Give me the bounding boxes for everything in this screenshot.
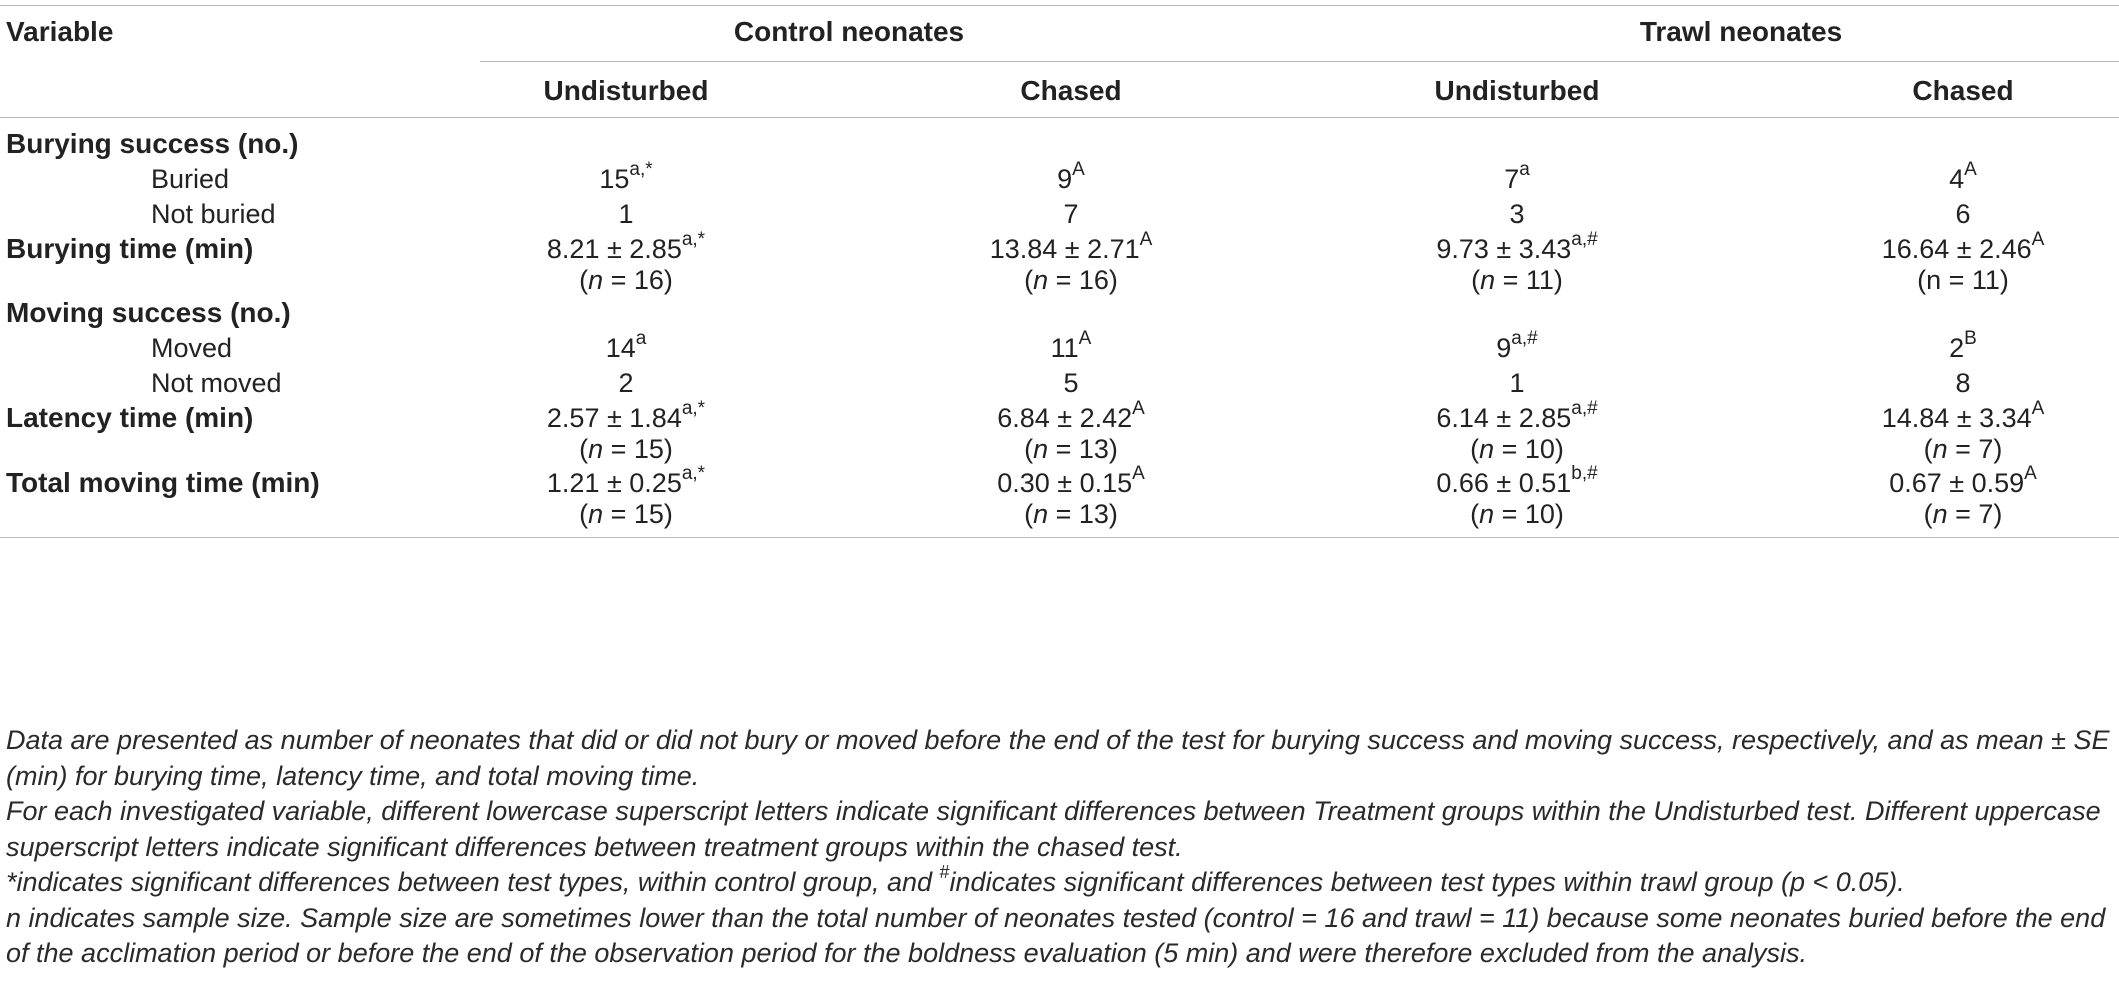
table-cell: $13.84 \pm 2.71^A$ [989,229,1153,264]
sample-size: (n = 10) [1470,499,1564,529]
table-cell: $14.84 \pm 3.34^A$ [1881,398,2045,433]
table-cell: 7$^a$ [1504,159,1530,194]
row-burying-success: Burying success (no.) [6,128,299,159]
row-total-moving-time-label: Total moving time (min) [6,467,320,498]
sample-size: (n = 11) [1917,265,2009,295]
table-cell: $1.21 \pm 0.25^{a,*}$ [546,463,706,498]
table-cell: $0.66 \pm 0.51^{b,\#}$ [1436,463,1598,498]
header-trawl-undisturbed: Undisturbed [1434,75,1600,106]
table-cell: 3 [1509,199,1525,229]
table-cell: $2.57 \pm 1.84^{a,*}$ [546,398,706,433]
row-buried-label: Buried [151,164,230,194]
table-footnotes [6,723,2112,972]
footnote-sample-size: n indicates sample size. Sample size are sometimes lower than the total number of neonates tested (control = 16 and trawl = 11) because some neonates buried before the end of the acclimation period or before the end of the observation period for the boldness evaluation (5 min) and were therefore excluded from the analysis. [6,902,2106,968]
bottom-rule [0,537,2119,538]
table-cell: $8.21 \pm 2.85^{a,*}$ [546,229,706,264]
table-cell: $4^A$ [1949,159,1977,194]
footnote-superscripts: For each investigated variable, different lowercase superscript letters indicate significant differences between Treatment groups within the Undisturbed test. Different uppercase superscript letters indicate significant differences between treatment groups within the chased test. [6,796,2101,862]
group-rule [480,61,2119,62]
footnote-significance: *indicates significant differences between test types, within control group, and #indicates significant differences between test types within trawl group (p < 0.05). [6,862,1905,897]
sample-size: (n = 15) [579,434,673,464]
sample-size: (n = 15) [579,499,673,529]
table-cell: $16.64 \pm 2.46^A$ [1881,229,2045,264]
sample-size: (n = 10) [1470,434,1564,464]
header-trawl-group: Trawl neonates [1639,16,1843,47]
table-cell: $15^{a,*}$ [599,159,653,194]
table-cell: 14$^a$ [605,328,647,363]
sample-size: (n = 16) [579,265,673,295]
table-cell: $6.14 \pm 2.85^{a,\#}$ [1436,398,1598,433]
table-cell: 5 [1063,368,1079,398]
sample-size: (n = 13) [1024,499,1118,529]
table-cell: $11^A$ [1050,328,1092,363]
row-moved-label: Moved [151,333,233,363]
top-rule [0,5,2119,6]
row-latency-time-label: Latency time (min) [6,402,254,433]
row-moving-success: Moving success (no.) [6,297,291,328]
header-control-chased: Chased [1020,75,1122,106]
table-cell: $9^A$ [1057,159,1085,194]
sample-size: (n = 11) [1471,265,1563,295]
row-not-moved-label: Not moved [151,368,282,398]
table-cell: 8 [1955,368,1971,398]
header-variable: Variable [6,16,114,47]
row-not-buried-label: Not buried [151,199,276,229]
header-control-undisturbed: Undisturbed [543,75,709,106]
table-cell: 7 [1063,199,1079,229]
table-cell: $9.73 \pm 3.43^{a,\#}$ [1436,229,1598,264]
table-cell: 1 [618,199,634,229]
table-cell: $0.67 \pm 0.59^A$ [1889,463,2037,498]
sample-size: (n = 7) [1923,499,2003,529]
header-control-group: Control neonates [733,16,965,47]
table-cell: $9^{a,\#}$ [1496,328,1538,363]
table-cell: 2 [618,368,634,398]
table-cell: $6.84 \pm 2.42^A$ [997,398,1145,433]
footnote-data-presentation: Data are presented as number of neonates that did or did not bury or moved before the end of the test for burying success and moving success, respectively, and as mean ± SE (min) for burying time, latency time, and total moving time. [6,725,2110,791]
header-rule [0,117,2119,118]
row-burying-time-label: Burying time (min) [6,233,254,264]
table-cell: 1 [1509,368,1525,398]
sample-size: (n = 16) [1024,265,1118,295]
table-cell: $2^B$ [1949,328,1977,363]
sample-size: (n = 7) [1923,434,2003,464]
table-cell: $0.30 \pm 0.15^A$ [997,463,1145,498]
table-cell: 6 [1955,199,1971,229]
sample-size: (n = 13) [1024,434,1118,464]
header-trawl-chased: Chased [1912,75,2014,106]
